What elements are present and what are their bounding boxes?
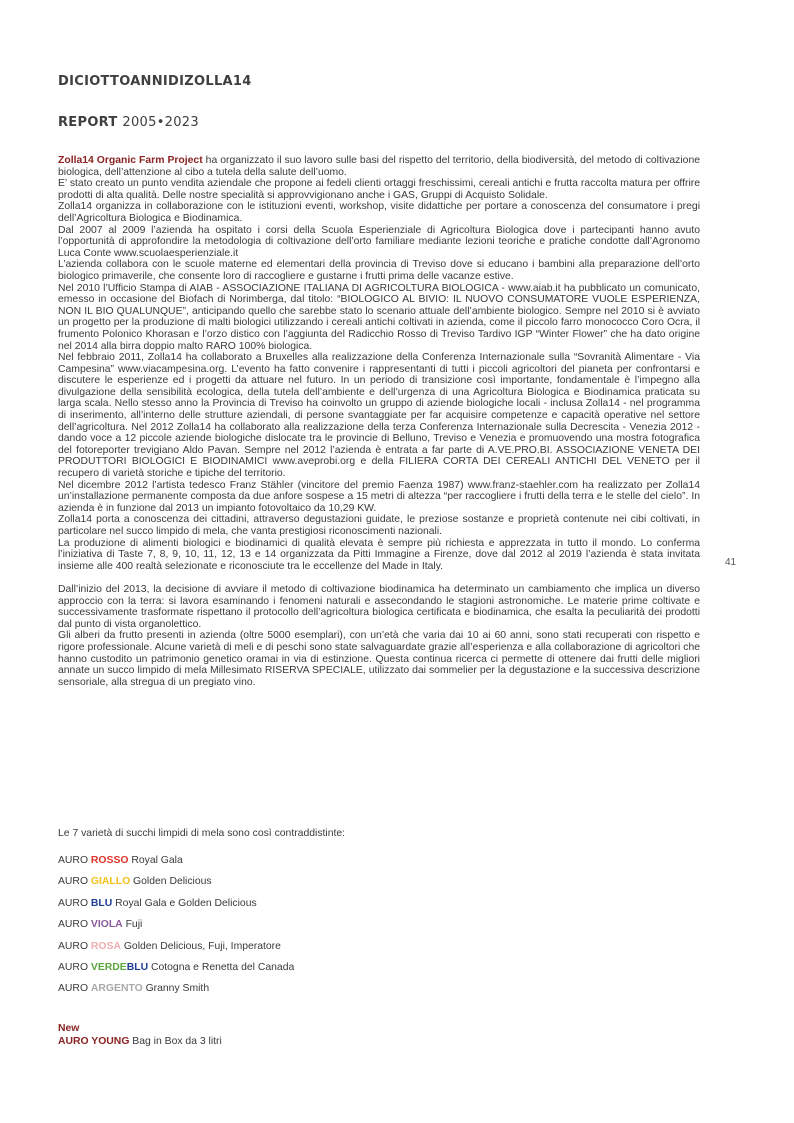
variety-desc: Royal Gala: [128, 855, 183, 866]
variety-prefix: AURO: [58, 876, 91, 888]
variety-color-name: ROSA: [90, 940, 121, 952]
variety-color-name: BLU: [90, 897, 113, 909]
paragraph: [58, 155, 700, 178]
variety-item: [58, 962, 294, 983]
variety-desc: Golden Delicious: [130, 876, 212, 888]
variety-item: [58, 855, 294, 876]
variety-desc: Granny Smith: [142, 983, 210, 995]
paragraph: Nel dicembre 2012 l’artista tedesco Franz Stähler (vincitore del premio Faenza 1987) www.franz-staehler.com ha realizzato per Zolla14 un’installazione permanente composta da due anfore sospese a 15 metri di altezza “per raccogliere i frutti della terra e le stelle del cielo”. In azienda è in funzione dal 2013 un impianto fotovoltaico da 10,29 KW.: [58, 479, 700, 514]
report-label: REPORT: [58, 115, 118, 130]
variety-item: [58, 941, 294, 962]
variety-color-name: ROSSO: [90, 855, 129, 866]
brand-name: Zolla14 Organic Farm Project: [58, 155, 203, 166]
paragraph: L’azienda collabora con le scuole materne ed elementari della provincia di Treviso dove si educano i bambini alla preparazione dell’orto biologico primaverile, che consente loro di raccogliere e gustarne i frutti prima delle vacanze estive.: [58, 259, 700, 282]
variety-item: [58, 898, 294, 919]
variety-desc: Golden Delicious, Fuji, Imperatore: [120, 940, 281, 952]
variety-desc: Cotogna e Renetta del Canada: [148, 961, 295, 973]
paragraph: E’ stato creato un punto vendita aziendale che propone ai fedeli clienti ortaggi freschissimi, cereali antichi e frutta raccolta matura per offrire prodotti di alta qualità. Delle nostre specialità si approvvigionano anche i GAS, Gruppi di Acquisto Solidale.: [58, 178, 700, 201]
new-product-line: [58, 1036, 222, 1047]
variety-prefix: AURO: [58, 983, 91, 995]
variety-item: [58, 919, 294, 940]
paragraph-text: ha organizzato il suo lavoro sulle basi del rispetto del territorio, della biodiversità, del metodo di coltivazione biologica, dell’attenzione al cibo a tutela della salute dell’uomo.: [58, 155, 700, 178]
paragraph: Nel 2010 l’Ufficio Stampa di AIAB - ASSOCIAZIONE ITALIANA DI AGRICOLTURA BIOLOGICA - www.aiab.it ha pubblicato un comunicato, emesso in occasione del Biofach di Norimberga, dal titolo: “BIOLOGICO AL BIVIO: IL NUOVO CONSUMATORE VUOLE ESPERIENZA, NON IL BIO QUALUNQUE”, anticipando quello che sarebbe stato lo scenario attuale dell’ambiente biologico. Sempre nel 2010 si è avviato un progetto per la produzione di malti biologici utilizzando i cereali antichi coltivati in azienda, come il piccolo farro monococco Coro Ocra, il frumento Polonico Khorasan e l’orzo distico con l’aggiunta del Radicchio Rosso di Treviso Tardivo IGP “Winter Flower” che ha dato origine nel 2014 alla birra doppio malto RARO 100% biologica.: [58, 282, 700, 352]
document-title: DICIOTTOANNIDIZOLLA14: [58, 74, 252, 89]
report-heading: [58, 115, 199, 130]
new-product: [58, 1023, 222, 1047]
paragraph: Dal 2007 al 2009 l’azienda ha ospitato i corsi della Scuola Esperienziale di Agricoltura Biologica dove i partecipanti hanno avuto l’opportunità di approfondire la metodologia di coltivazione dell’orto familiare mediante lezioni teoriche e pratiche condotte dall’Agronomo Luca Conte www.scuolaesperienziale.it: [58, 224, 700, 259]
paragraph: Nel febbraio 2011, Zolla14 ha collaborato a Bruxelles alla realizzazione della Conferenza Internazionale sulla “Sovranità Alimentare - Via Campesina” www.viacampesina.org. L’evento ha fatto convenire i rappresentanti di tutti i piccoli agricoltori del pianeta per confrontarsi e discutere le esperienze ed i progetti da attuare nel futuro. In un periodo di transizione così importante, fondamentale è l’impegno alla divulgazione della sensibilità ecologica, della tutela dell’ambiente e dell’urgenza di una Agricoltura Biologica e Biodinamica praticata su larga scala. Nello stesso anno la Provincia di Treviso ha coinvolto un gruppo di aziende biologiche locali - inclusa Zolla14 - nel programma di inserimento, all’interno delle strutture aziendali, di persone svantaggiate per far acquisire competenze e capacità operative nel settore dell’agricoltura. Nel 2012 Zolla14 ha collaborato alla realizzazione della terza Conferenza Internazionale sulla Decrescita - Venezia 2012 - dando voce a 12 piccole aziende biologiche dislocate tra le provincie di Belluno, Treviso e Venezia e promuovendo una mostra fotografica del fotoreporter trevigiano Aldo Pavan. Sempre nel 2012 l’azienda è entrata a far parte di A.VE.PRO.BI. ASSOCIAZIONE VENETA DEI PRODUTTORI BIOLOGICI E BIODINAMICI www.aveprobi.org e della FILIERA CORTA DEI CEREALI ANTICHI DEL VENETO per il recupero di varietà storiche e tipiche del territorio.: [58, 352, 700, 480]
variety-color-name: VERDE: [90, 961, 127, 973]
paragraph: Zolla14 organizza in collaborazione con le istituzioni eventi, workshop, visite didattiche per portare a conoscenza del consumatore i pregi dell’Agricoltura Biologica e Biodinamica.: [58, 201, 700, 224]
body-text: [58, 155, 700, 688]
variety-prefix: AURO: [58, 855, 91, 866]
variety-color-name: VIOLA: [90, 919, 123, 931]
variety-desc: Royal Gala e Golden Delicious: [112, 897, 257, 909]
variety-item: [58, 983, 294, 1004]
new-product-name: AURO YOUNG: [58, 1036, 130, 1047]
variety-desc: Fuji: [122, 919, 143, 931]
variety-prefix: AURO: [58, 897, 91, 909]
paragraph: La produzione di alimenti biologici e biodinamici di qualità elevata è sempre più richiesta e apprezzata in tutto il mondo. Lo conferma l’iniziativa di Taste 7, 8, 9, 10, 11, 12, 13 e 14 organizzata da Pitti Immagine a Firenze, dove dal 2012 al 2019 l’azienda è stata invitata insieme alle 400 realtà selezionate e riconosciute tra le eccellenze del Made in Italy.: [58, 537, 700, 572]
variety-color-name: GIALLO: [90, 876, 131, 888]
variety-prefix: AURO: [58, 940, 91, 952]
page-number: 41: [725, 557, 737, 568]
report-years: 2005•2023: [122, 115, 199, 130]
new-product-desc: Bag in Box da 3 litri: [129, 1036, 222, 1047]
variety-prefix: AURO: [58, 919, 91, 931]
varieties-intro: Le 7 varietà di succhi limpidi di mela sono così contraddistinte:: [58, 828, 346, 839]
paragraph: Gli alberi da frutto presenti in azienda (oltre 5000 esemplari), con un’età che varia dai 10 ai 60 anni, sono stati recuperati con rispetto e rigore professionale. Alcune varietà di meli e di peschi sono state salvaguardate grazie all’esperienza e alla collaborazione di agricoltori che hanno custodito un patrimonio genetico oramai in via di estinzione. Questa continua ricerca ci permette di ottenere dai frutti delle migliori annate un succo limpido di mela Millesimato RISERVA SPECIALE, utilizzato dai sommelier per la degustazione e la successiva descrizione sensoriale, alla stregua di un pregiato vino.: [58, 630, 700, 688]
variety-item: [58, 876, 294, 897]
paragraph: Dall’inizio del 2013, la decisione di avviare il metodo di coltivazione biodinamica ha determinato un cambiamento che implica un diverso approccio con la terra: si lavora esaminando i fenomeni naturali e assecondando le stagioni astronomiche. Le materie prime coltivate e successivamente trasformate rispettano il protocollo dell’agricoltura biologica certificata e biodinamica, che esalta la peculiarità dei prodotti dal punto di vista organolettico.: [58, 583, 700, 630]
variety-prefix: AURO: [58, 961, 91, 973]
variety-color-name: BLU: [126, 961, 149, 973]
paragraph: Zolla14 porta a conoscenza dei cittadini, attraverso degustazioni guidate, le preziose sostanze e proprietà contenute nei cibi coltivati, in particolare nel succo limpido di mela, che vanta prestigiosi riconoscimenti nazionali.: [58, 514, 700, 537]
variety-color-name: ARGENTO: [90, 983, 143, 995]
new-label: New: [58, 1023, 80, 1034]
variety-list: [58, 855, 294, 1005]
